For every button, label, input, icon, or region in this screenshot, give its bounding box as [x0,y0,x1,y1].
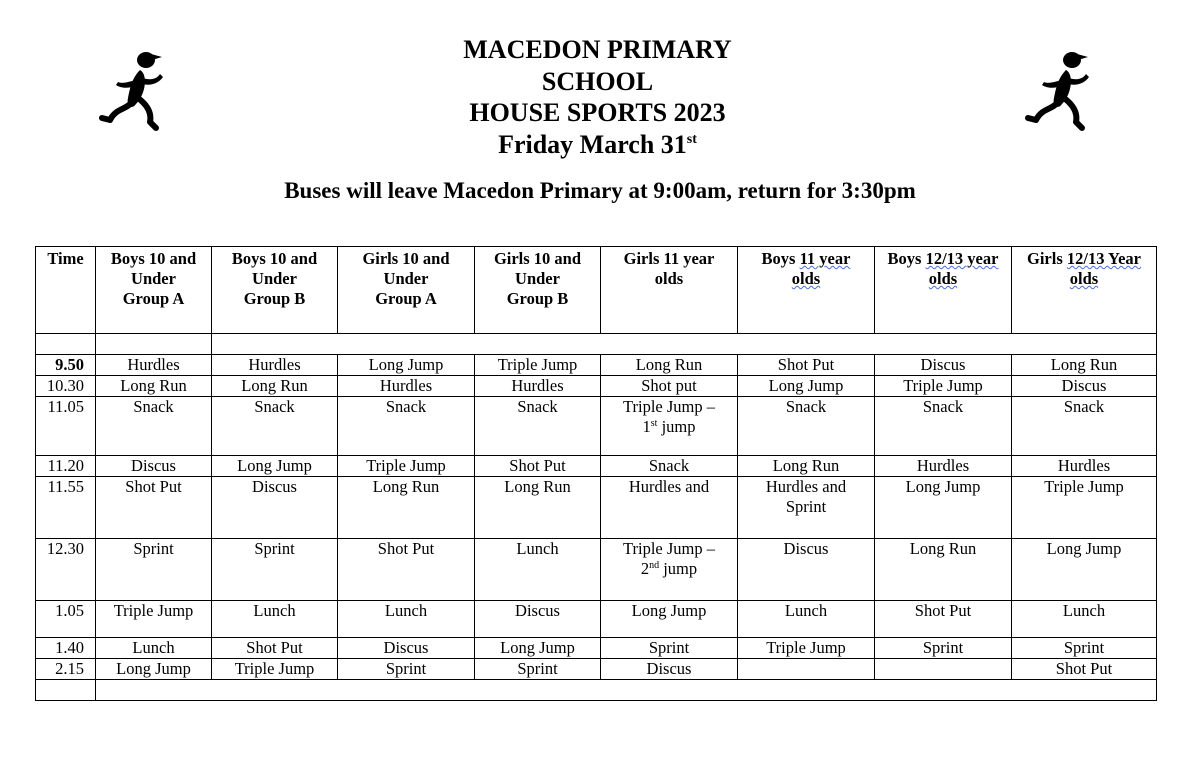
time-cell: 10.30 [36,376,96,397]
activity-cell: Long Jump [601,601,738,638]
title-line: HOUSE SPORTS 2023 [469,98,726,127]
activity-cell: Sprint [338,659,475,680]
activity-cell: Snack [1012,397,1157,456]
table-row [36,638,1157,659]
header-row [36,247,1157,334]
activity-cell: Snack [601,456,738,477]
activity-cell: Sprint [475,659,601,680]
activity-cell: Shot Put [875,601,1012,638]
time-cell: 11.05 [36,397,96,456]
activity-cell: Discus [1012,376,1157,397]
activity-cell: Triple Jump [475,355,601,376]
activity-cell: Hurdles [1012,456,1157,477]
activity-cell: Lunch [212,601,338,638]
date-text: Friday March 31 [498,129,687,159]
activity-cell: Hurdles [475,376,601,397]
time-cell: 1.40 [36,638,96,659]
title-line: MACEDON PRIMARY [463,35,732,64]
activity-cell: Shot Put [96,477,212,539]
activity-cell: Hurdles [875,456,1012,477]
header-cell: Girls 12/13 Year olds [1012,247,1157,334]
activity-cell: Long Jump [475,638,601,659]
page-title [400,34,795,160]
activity-cell: Sprint [1012,638,1157,659]
spacer-row [36,680,1157,701]
activity-cell: Long Run [1012,355,1157,376]
activity-cell: Discus [475,601,601,638]
activity-cell: Lunch [738,601,875,638]
activity-cell: Long Run [738,456,875,477]
activity-cell: Long Jump [212,456,338,477]
activity-cell: Snack [96,397,212,456]
activity-cell: Hurdles and [601,477,738,539]
running-figure-icon [1022,48,1098,140]
activity-cell: Discus [601,659,738,680]
activity-cell: Sprint [212,539,338,601]
activity-cell: Discus [875,355,1012,376]
activity-cell: Snack [738,397,875,456]
activity-cell: Hurdles [338,376,475,397]
activity-cell: Shot put [601,376,738,397]
activity-cell: Long Run [875,539,1012,601]
activity-cell: Shot Put [475,456,601,477]
activity-cell [875,659,1012,680]
activity-cell: Lunch [96,638,212,659]
spacer-row [36,334,1157,355]
activity-cell: Discus [96,456,212,477]
activity-cell: Long Run [212,376,338,397]
table-row [36,539,1157,601]
activity-cell: Discus [338,638,475,659]
buses-note: Buses will leave Macedon Primary at 9:00am, return for 3:30pm [284,178,916,203]
table-row [36,601,1157,638]
title-line: SCHOOL [541,66,654,96]
schedule-table [35,246,1157,701]
activity-cell: Triple Jump [212,659,338,680]
activity-cell: Shot Put [338,539,475,601]
activity-cell: Hurdles [212,355,338,376]
activity-cell: Lunch [338,601,475,638]
activity-cell: Snack [212,397,338,456]
activity-cell: Lunch [475,539,601,601]
activity-cell: Long Run [96,376,212,397]
header-cell: Time [36,247,96,334]
header-cell: Girls 10 and Under Group A [338,247,475,334]
time-cell: 2.15 [36,659,96,680]
time-cell: 9.50 [36,355,96,376]
activity-cell: Long Jump [96,659,212,680]
activity-cell: Long Run [338,477,475,539]
activity-cell: Triple Jump [875,376,1012,397]
activity-cell: Shot Put [738,355,875,376]
table-row [36,456,1157,477]
activity-cell: Snack [875,397,1012,456]
activity-cell: Long Jump [875,477,1012,539]
activity-cell: Sprint [875,638,1012,659]
time-cell: 11.55 [36,477,96,539]
activity-cell: Triple Jump – 2nd jump [601,539,738,601]
date-suffix: st [686,131,697,147]
table-row [36,477,1157,539]
time-cell: 12.30 [36,539,96,601]
activity-cell: Sprint [96,539,212,601]
header-cell: Boys 10 and Under Group B [212,247,338,334]
header-cell: Girls 11 year olds [601,247,738,334]
activity-cell: Snack [338,397,475,456]
activity-cell: Triple Jump [338,456,475,477]
time-cell: 11.20 [36,456,96,477]
activity-cell: Hurdles and Sprint [738,477,875,539]
activity-cell: Lunch [1012,601,1157,638]
table-row [36,397,1157,456]
activity-cell [738,659,875,680]
activity-cell: Long Run [601,355,738,376]
activity-cell: Long Jump [338,355,475,376]
running-figure-icon [96,48,172,140]
activity-cell: Long Run [475,477,601,539]
activity-cell: Triple Jump – 1st jump [601,397,738,456]
header-cell: Boys 12/13 year olds [875,247,1012,334]
activity-cell: Snack [475,397,601,456]
time-cell: 1.05 [36,601,96,638]
activity-cell: Sprint [601,638,738,659]
activity-cell: Long Jump [738,376,875,397]
activity-cell: Discus [212,477,338,539]
activity-cell: Triple Jump [96,601,212,638]
activity-cell: Discus [738,539,875,601]
activity-cell: Shot Put [1012,659,1157,680]
activity-cell: Long Jump [1012,539,1157,601]
activity-cell: Triple Jump [1012,477,1157,539]
date-line [400,129,795,161]
table-row [36,376,1157,397]
activity-cell: Hurdles [96,355,212,376]
header-cell: Boys 10 and Under Group A [96,247,212,334]
table-row [36,355,1157,376]
activity-cell: Shot Put [212,638,338,659]
header-cell: Boys 11 year olds [738,247,875,334]
table-row [36,659,1157,680]
activity-cell: Triple Jump [738,638,875,659]
header-cell: Girls 10 and Under Group B [475,247,601,334]
